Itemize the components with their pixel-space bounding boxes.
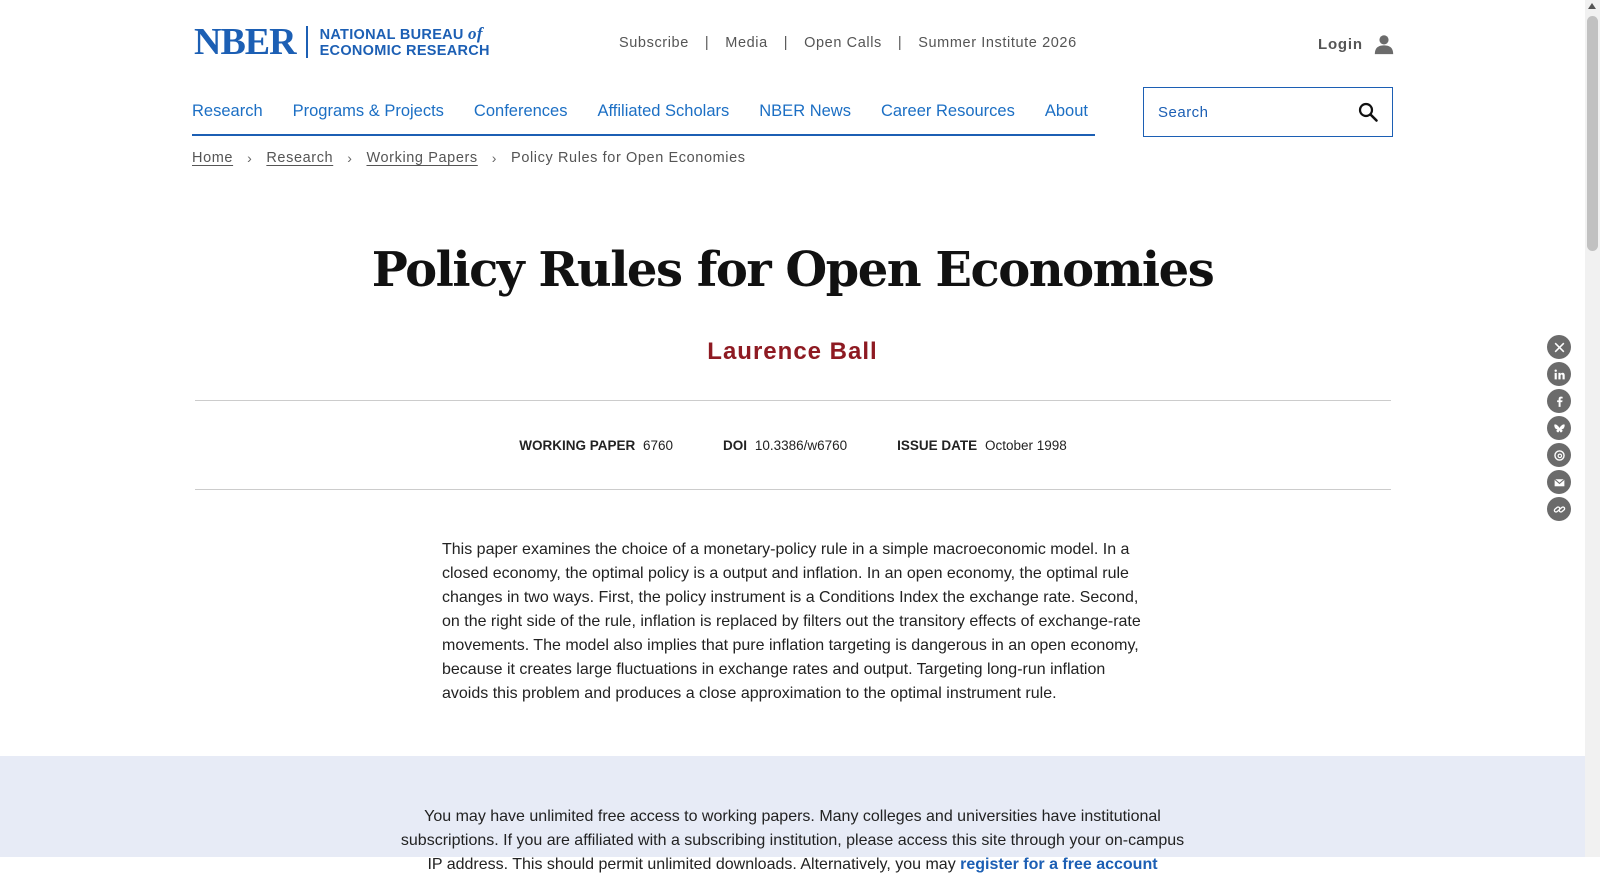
linkedin-icon[interactable] [1547, 362, 1571, 386]
breadcrumb-working-papers[interactable]: Working Papers [366, 150, 478, 166]
utility-separator: | [783, 35, 789, 51]
breadcrumb-research[interactable]: Research [266, 150, 334, 166]
meta-value: 10.3386/w6760 [754, 437, 848, 453]
logo-wordmark [319, 23, 490, 59]
share-rail [1547, 335, 1571, 524]
nav-item-affiliated-scholars[interactable]: Affiliated Scholars [597, 102, 730, 120]
page-title: Policy Rules for Open Economies [371, 242, 1214, 298]
logo-of: of [468, 23, 483, 43]
nav-item-research[interactable]: Research [192, 102, 263, 120]
login-button[interactable] [1318, 33, 1395, 55]
search-icon[interactable] [1358, 102, 1378, 122]
nav-item-conferences[interactable]: Conferences [473, 102, 568, 120]
search-input[interactable] [1158, 104, 1358, 121]
chevron-right-icon: › [491, 150, 498, 166]
access-line-3 [0, 853, 1585, 877]
copy-link-icon[interactable] [1547, 497, 1571, 521]
breadcrumb-current: Policy Rules for Open Economies [511, 150, 746, 166]
logo-divider [306, 26, 308, 58]
utility-separator: | [704, 35, 710, 51]
meta-label: DOI [723, 437, 748, 453]
abstract: This paper examines the choice of a monetary-policy rule in a simple macroeconomic model. In a closed economy, the optimal policy is a output and inflation. In an open economy, the optimal rule changes in two ways. First, the policy instrument is a Conditions Index the exchange rate. Second, on the right side of the rule, inflation is replaced by filters out the transitory effects of exchange-rate movements. The model also implies that pure inflation targeting is dangerous in an open economy, because it creates large fluctuations in exchange rates and output. Targeting long-run inflation avoids this problem and produces a close approximation to the optimal instrument rule. [442, 541, 1141, 702]
logo-line-1: NATIONAL BUREAU [319, 26, 469, 43]
doi [723, 438, 847, 453]
nav-item-about[interactable]: About [1044, 102, 1088, 120]
page-scrollbar[interactable] [1585, 0, 1600, 857]
access-line-1: You may have unlimited free access to working papers. Many colleges and universities have institutional [424, 808, 1161, 825]
scroll-up-arrow-icon[interactable] [1588, 3, 1596, 9]
nav-item-nber-news[interactable]: NBER News [759, 102, 851, 120]
issue-date [897, 438, 1067, 453]
meta-value: 6760 [643, 437, 674, 453]
user-icon [1373, 33, 1395, 55]
paper-meta [195, 400, 1391, 490]
working-paper-number [519, 438, 673, 453]
x-twitter-icon[interactable] [1547, 335, 1571, 359]
nav-item-career-resources[interactable]: Career Resources [880, 102, 1015, 120]
search-box [1143, 87, 1393, 137]
chevron-right-icon: › [347, 150, 353, 166]
breadcrumb [192, 150, 746, 166]
facebook-icon[interactable] [1547, 389, 1571, 413]
author-link[interactable] [0, 338, 1585, 366]
access-line-3-text: IP address. This should permit unlimited downloads. Alternatively, you may [427, 856, 956, 873]
register-link[interactable]: register for a free account [960, 856, 1158, 873]
meta-label: ISSUE DATE [897, 437, 978, 453]
author-name[interactable]: Laurence Ball [707, 338, 878, 365]
logo-mark: NBER [194, 21, 296, 63]
nav-item-programs-projects[interactable]: Programs & Projects [292, 102, 444, 120]
threads-icon[interactable] [1547, 443, 1571, 467]
bluesky-icon[interactable] [1547, 416, 1571, 440]
utility-nav [619, 35, 1077, 51]
open-calls-link[interactable]: Open Calls [804, 35, 882, 51]
media-link[interactable]: Media [725, 35, 768, 51]
meta-value: October 1998 [984, 437, 1067, 453]
breadcrumb-home[interactable]: Home [192, 150, 234, 166]
utility-separator: | [897, 35, 903, 51]
chevron-right-icon: › [247, 150, 253, 166]
logo-line-2: ECONOMIC RESEARCH [319, 42, 490, 59]
summer-institute-link[interactable]: Summer Institute 2026 [918, 35, 1077, 51]
access-line-2: subscriptions. If you are affiliated with a subscribing institution, please access this site through your on-campus [400, 832, 1185, 849]
main-nav [192, 88, 1095, 136]
subscribe-link[interactable]: Subscribe [619, 35, 689, 51]
scrollbar-thumb[interactable] [1587, 16, 1598, 251]
nber-logo[interactable] [194, 22, 490, 62]
login-label: Login [1318, 35, 1363, 53]
meta-label: WORKING PAPER [519, 437, 636, 453]
access-notice [0, 805, 1585, 877]
email-icon[interactable] [1547, 470, 1571, 494]
